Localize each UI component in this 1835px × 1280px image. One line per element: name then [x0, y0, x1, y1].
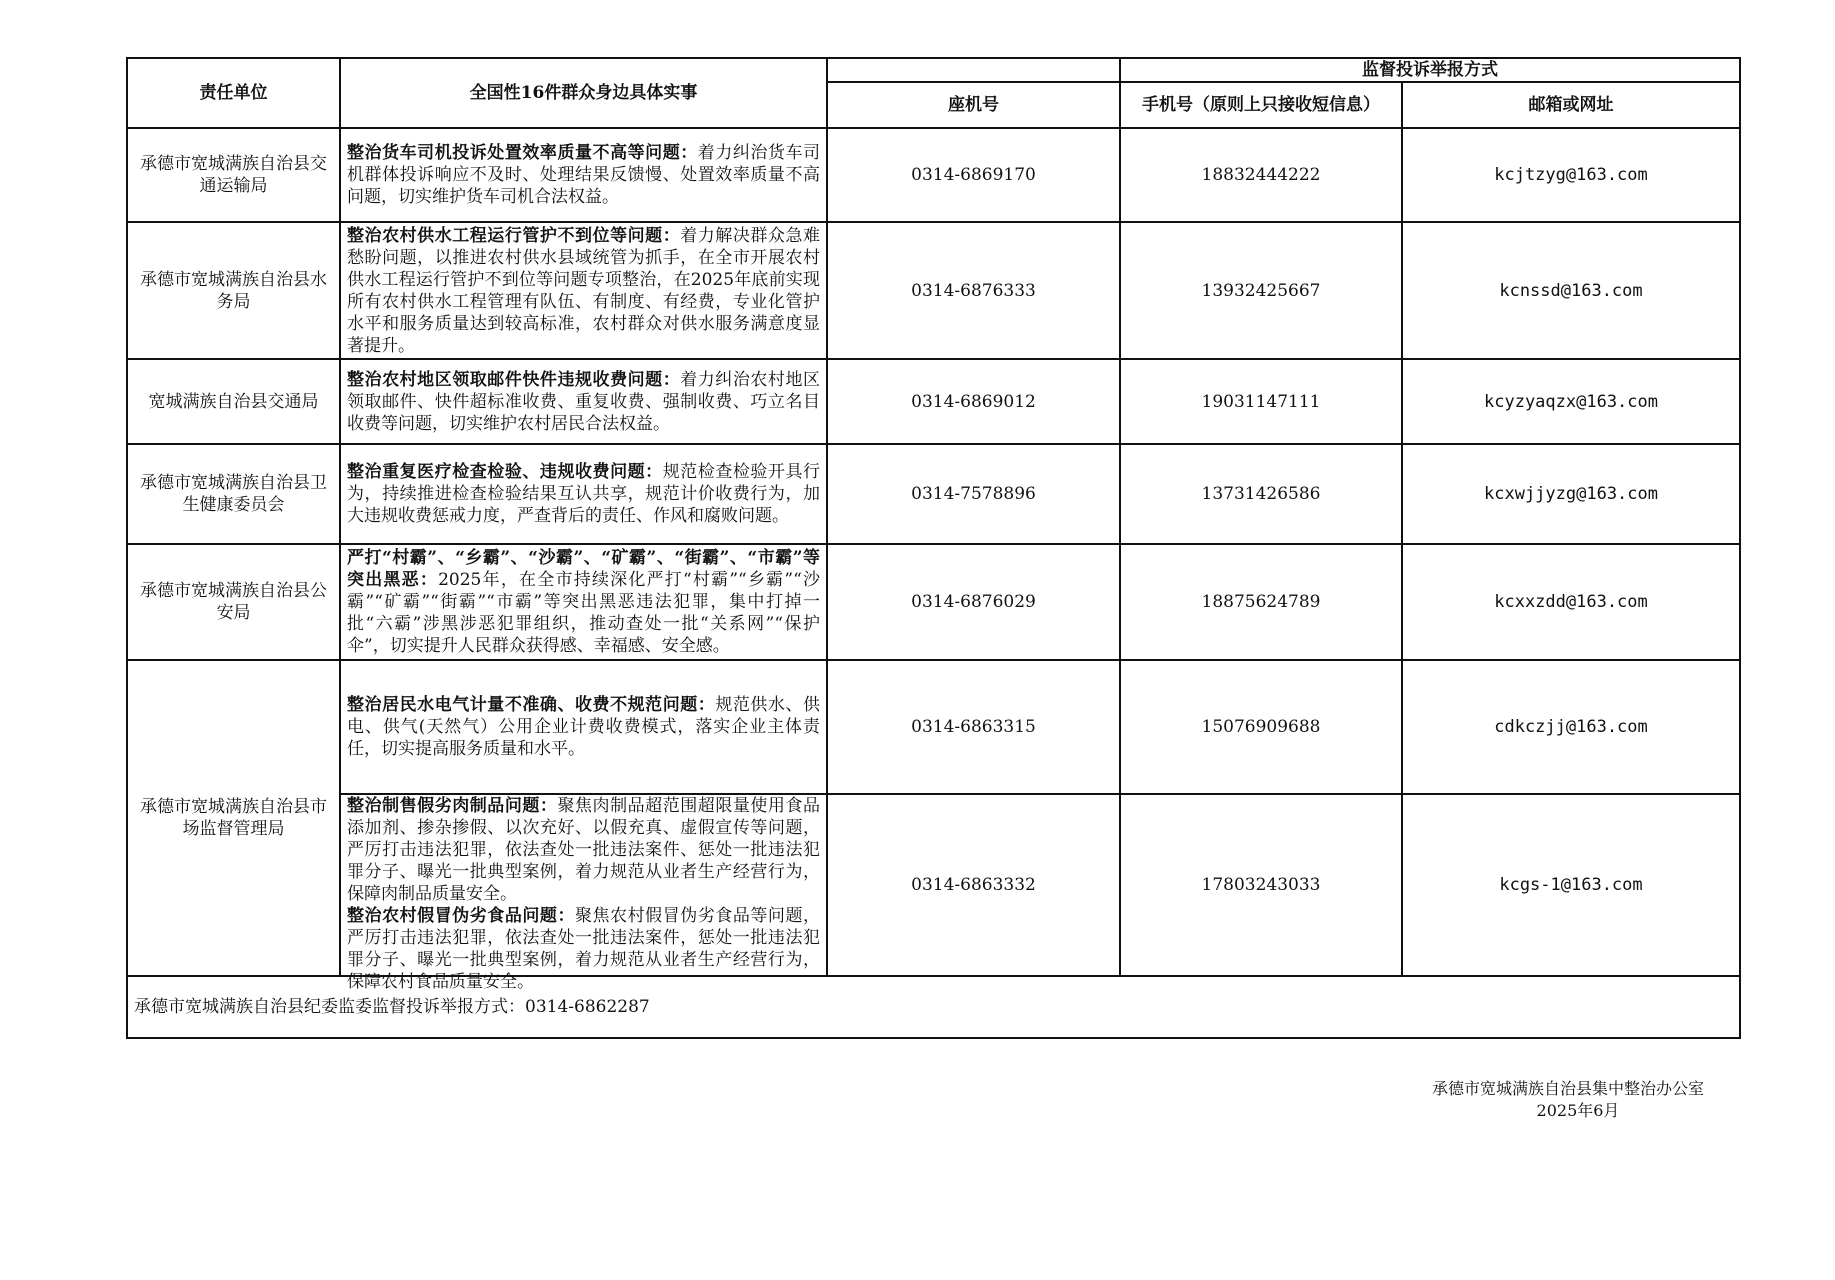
matter-cell [340, 128, 827, 222]
email-cell: kcnssd@163.com [1402, 222, 1740, 359]
unit-cell: 宽城满族自治县交通局 [127, 359, 340, 444]
email-cell: kcxxzdd@163.com [1402, 544, 1740, 660]
header-contact-group: 监督投诉举报方式 [1120, 58, 1740, 82]
matter-cell [340, 544, 827, 660]
table-row [127, 359, 1740, 444]
matter-title: 整治居民水电气计量不准确、收费不规范问题： [347, 695, 716, 715]
matter-cell [340, 660, 827, 794]
matter-title: 整治农村供水工程运行管护不到位等问题： [347, 225, 681, 246]
mobile-cell: 13731426586 [1120, 444, 1402, 544]
header-email: 邮箱或网址 [1402, 82, 1740, 128]
mobile-cell: 13932425667 [1120, 222, 1402, 359]
unit-cell: 承德市宽城满族自治县交通运输局 [127, 128, 340, 222]
matter-cell [340, 222, 827, 359]
mobile-cell: 15076909688 [1120, 660, 1402, 794]
mobile-cell: 18875624789 [1120, 544, 1402, 660]
header-landline: 座机号 [827, 82, 1120, 128]
landline-cell: 0314-6876029 [827, 544, 1120, 660]
matter-title: 整治重复医疗检查检验、违规收费问题： [347, 462, 663, 482]
header-unit: 责任单位 [127, 58, 340, 128]
matter-clip [347, 795, 821, 992]
matter-cell [340, 359, 827, 444]
matter-body: 聚焦肉制品超范围超限量使用食品添加剂、掺杂掺假、以次充好、以假充真、虚假宣传等问题，严厉打击违法犯罪，依法查处一批违法案件、惩处一批违法犯罪分子、曝光一批典型案例，着力规范从业者生产经营行为，保障肉制品质量安全。 [347, 796, 821, 904]
mobile-cell: 19031147111 [1120, 359, 1402, 444]
table-row [127, 794, 1740, 976]
complaint-contact-table [126, 57, 1741, 1039]
unit-cell: 承德市宽城满族自治县水务局 [127, 222, 340, 359]
unit-cell: 承德市宽城满族自治县公安局 [127, 544, 340, 660]
mobile-cell: 17803243033 [1120, 794, 1402, 976]
table-row [127, 222, 1740, 359]
unit-cell: 承德市宽城满族自治县卫生健康委员会 [127, 444, 340, 544]
matter-title: 整治货车司机投诉处置效率质量不高等问题： [347, 143, 698, 163]
matter-title: 整治农村地区领取邮件快件违规收费问题： [347, 369, 681, 390]
table-row [127, 544, 1740, 660]
table-row [127, 660, 1740, 794]
unit-cell: 承德市宽城满族自治县市场监督管理局 [127, 660, 340, 976]
mobile-cell: 18832444222 [1120, 128, 1402, 222]
matter-body-2: 聚焦农村假冒伪劣食品等问题，严厉打击违法犯罪，依法查处一批违法案件，惩处一批违法犯罪分子、曝光一批典型案例，着力规范从业者生产经营行为，保障农村食品质量安全。 [347, 906, 820, 992]
matter-title: 整治制售假劣肉制品问题： [347, 796, 558, 816]
matter-title-2: 整治农村假冒伪劣食品问题： [347, 906, 575, 926]
header-mobile: 手机号（原则上只接收短信息） [1120, 82, 1402, 128]
matter-body: 规范供水、供电、供气(天然气）公用企业计费收费模式，落实企业主体责任，切实提高服务质量和水平。 [347, 695, 821, 759]
footer-note: 承德市宽城满族自治县纪委监委监督投诉举报方式：0314-6862287 [127, 976, 1740, 1038]
email-cell: kcjtzyg@163.com [1402, 128, 1740, 222]
header-blank [827, 58, 1120, 82]
signature-block [1432, 1078, 1704, 1122]
landline-cell: 0314-7578896 [827, 444, 1120, 544]
landline-cell: 0314-6863315 [827, 660, 1120, 794]
landline-cell: 0314-6869012 [827, 359, 1120, 444]
email-cell: kcyzyaqzx@163.com [1402, 359, 1740, 444]
email-cell: kcgs-1@163.com [1402, 794, 1740, 976]
matter-body: 着力解决群众急难愁盼问题，以推进农村供水县域统管为抓手，在全市开展农村供水工程运行管护不到位等问题专项整治，在2025年底前实现所有农村供水工程管理有队伍、有制度、有经费，专业化管护水平和服务质量达到较高标准，农村群众对供水服务满意度显著提升。 [347, 225, 821, 356]
matter-body: 规范检查检验开具行为，持续推进检查检验结果互认共享，规范计价收费行为，加大违规收费惩戒力度，严查背后的责任、作风和腐败问题。 [347, 462, 821, 526]
matter-cell [340, 794, 827, 992]
signature-org: 承德市宽城满族自治县集中整治办公室 [1431, 1079, 1704, 1098]
matter-body: 2025年，在全市持续深化严打“村霸”“乡霸”“沙霸”“矿霸”“街霸”“市霸”等突出黑恶违法犯罪，集中打掉一批“六霸”涉黑涉恶犯罪组织，推动查处一批“关系网”“保护伞”，切实提升人民群众获得感、幸福感、安全感。 [347, 570, 821, 656]
matter-title: 严打“村霸”、“乡霸”、“沙霸”、“矿霸”、“街霸”、“市霸”等突出黑恶： [347, 548, 820, 590]
landline-cell: 0314-6876333 [827, 222, 1120, 359]
header-matter: 全国性16件群众身边具体实事 [340, 58, 827, 128]
matter-cell [340, 444, 827, 544]
email-cell: cdkczjj@163.com [1402, 660, 1740, 794]
landline-cell: 0314-6863332 [827, 794, 1120, 976]
matter-body: 着力纠治农村地区领取邮件、快件超标准收费、重复收费、强制收费、巧立名目收费等问题，切实维护农村居民合法权益。 [347, 369, 821, 434]
table-row [127, 444, 1740, 544]
signature-date: 2025年6月 [1536, 1101, 1620, 1120]
table-row [127, 128, 1740, 222]
email-cell: kcxwjjyzg@163.com [1402, 444, 1740, 544]
matter-body: 着力纠治货车司机群体投诉响应不及时、处理结果反馈慢、处置效率质量不高问题，切实维护货车司机合法权益。 [347, 143, 821, 207]
landline-cell: 0314-6869170 [827, 128, 1120, 222]
